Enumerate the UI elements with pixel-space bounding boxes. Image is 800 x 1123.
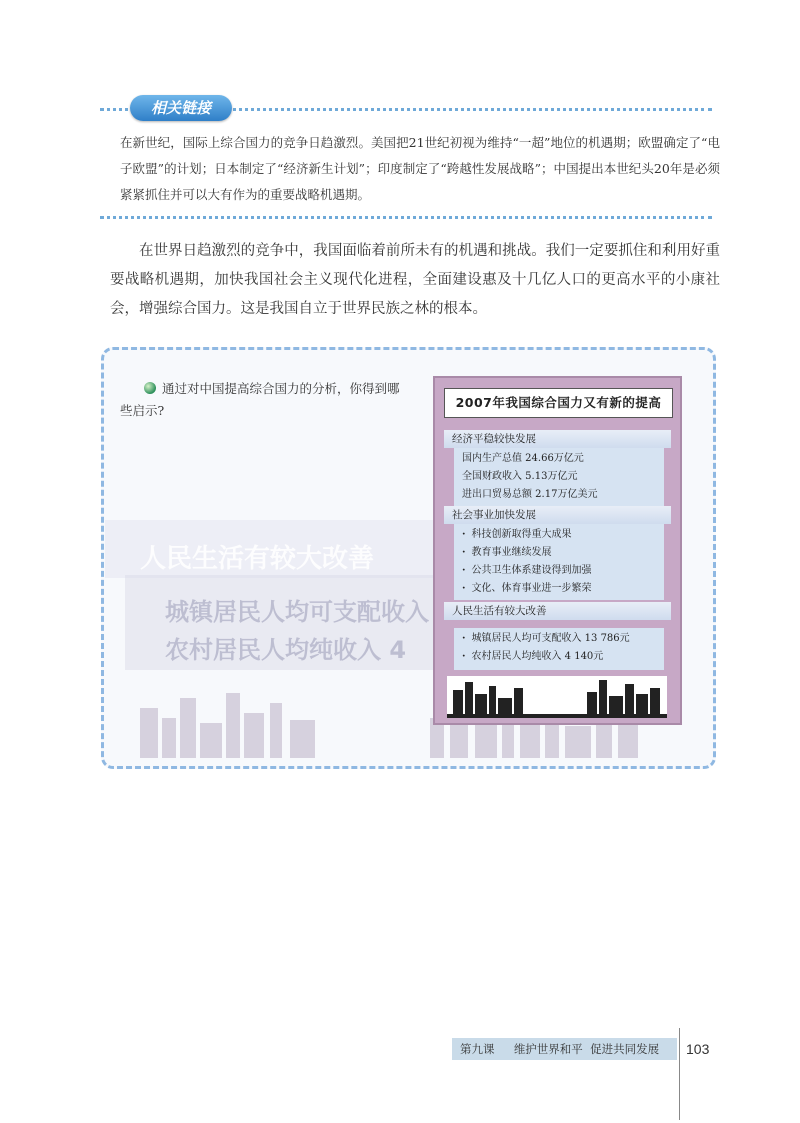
list-item: 进出口贸易总额 2.17万亿美元 [462, 489, 598, 500]
section-body-livelihood [454, 628, 664, 670]
ghost-line-2: 农村居民人均纯收入 4 [165, 636, 407, 664]
related-link-text: 在新世纪，国际上综合国力的竞争日趋激烈。美国把21世纪初视为维持“一超”地位的机遇期；欧盟确定了“电子欧盟”的计划；日本制定了“经济新生计划”；印度制定了“跨越性发展战略”；中国提出本世纪头20年是必须紧紧抓住并可以大有作为的重要战略机遇期。 [120, 135, 720, 202]
bottom-dotted-divider [100, 216, 712, 219]
discussion-question [120, 378, 400, 422]
page-number: 103 [686, 1041, 710, 1057]
main-paragraph: 在世界日趋激烈的竞争中，我国面临着前所未有的机遇和挑战。我们一定要抓住和利用好重要战略机遇期，加快我国社会主义现代化进程，全面建设惠及十几亿人口的更高水平的小康社会，增强综合国力。这是我国自立于世界民族之林的根本。 [110, 243, 720, 317]
poster-title: 2007年我国综合国力又有新的提高 [444, 388, 673, 418]
section-body-economy [454, 448, 664, 508]
section-heading-livelihood: 人民生活有较大改善 [444, 602, 671, 620]
list-item: · 文化、体育事业进一步繁荣 [462, 580, 664, 598]
section-heading-economy: 经济平稳较快发展 [444, 430, 671, 448]
section-heading-society: 社会事业加快发展 [444, 506, 671, 524]
list-item: · 城镇居民人均可支配收入 13 786元 [462, 630, 664, 648]
poster [433, 376, 682, 725]
question-text: 通过对中国提高综合国力的分析，你得到哪些启示? [120, 381, 400, 418]
related-link-badge: 相关链接 [130, 95, 232, 121]
lesson-number: 第九课 [460, 1042, 495, 1056]
section-body-society [454, 524, 664, 600]
list-item: 全国财政收入 5.13万亿元 [462, 471, 578, 482]
lesson-title: 维护世界和平 促进共同发展 [513, 1042, 660, 1056]
list-item: 国内生产总值 24.66万亿元 [462, 453, 584, 464]
footer-lesson-bar [452, 1038, 677, 1060]
footer-vertical-rule [679, 1028, 680, 1120]
city-skyline-image [447, 676, 667, 718]
list-item: · 科技创新取得重大成果 [462, 526, 664, 544]
list-item: · 教育事业继续发展 [462, 544, 664, 562]
ghost-heading: 人民生活有较大改善 [140, 544, 375, 574]
question-bullet-icon [144, 382, 156, 394]
list-item: · 公共卫生体系建设得到加强 [462, 562, 664, 580]
list-item: · 农村居民人均纯收入 4 140元 [462, 648, 664, 666]
ghost-line-1: 城镇居民人均可支配收入 [165, 598, 429, 626]
